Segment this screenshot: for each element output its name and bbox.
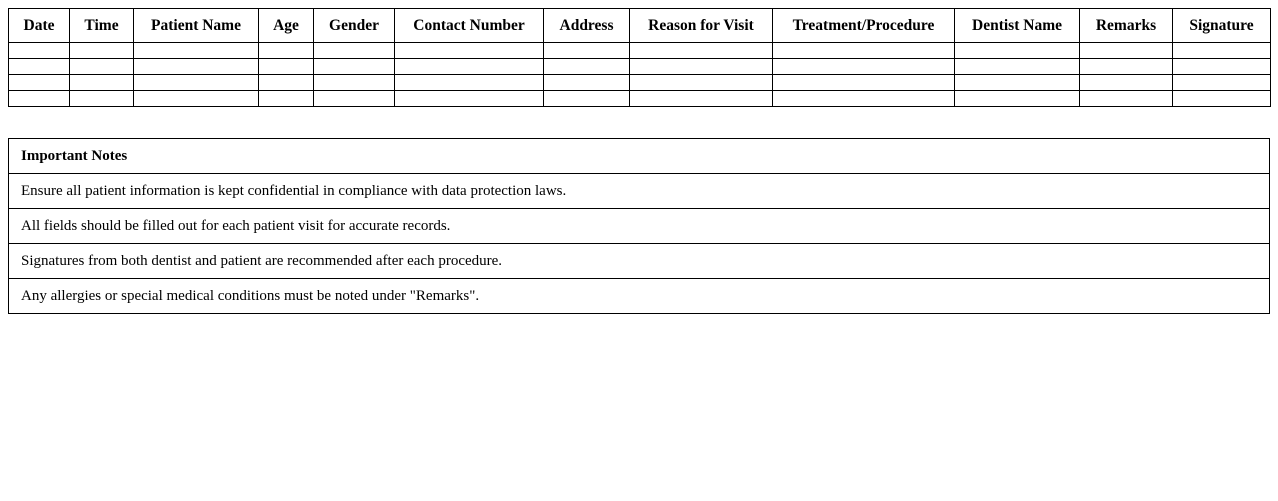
table-cell[interactable] (1080, 43, 1173, 59)
table-cell[interactable] (9, 43, 70, 59)
important-notes-table (8, 138, 1270, 314)
column-header-dentist-name: Dentist Name (955, 9, 1080, 43)
table-cell[interactable] (630, 43, 773, 59)
table-cell[interactable] (1080, 75, 1173, 91)
table-row (9, 75, 1271, 91)
table-cell[interactable] (314, 75, 395, 91)
table-cell[interactable] (70, 75, 134, 91)
note-row (9, 209, 1270, 244)
table-cell[interactable] (955, 59, 1080, 75)
table-cell[interactable] (955, 91, 1080, 107)
table-cell[interactable] (544, 91, 630, 107)
note-item: Signatures from both dentist and patient are recommended after each procedure. (9, 244, 1270, 279)
column-header-contact-number: Contact Number (395, 9, 544, 43)
table-cell[interactable] (773, 43, 955, 59)
table-cell[interactable] (9, 91, 70, 107)
table-cell[interactable] (773, 75, 955, 91)
table-cell[interactable] (9, 75, 70, 91)
note-row (9, 279, 1270, 314)
table-cell[interactable] (134, 91, 259, 107)
table-cell[interactable] (630, 75, 773, 91)
column-header-time: Time (70, 9, 134, 43)
table-cell[interactable] (544, 75, 630, 91)
table-cell[interactable] (544, 59, 630, 75)
note-row (9, 244, 1270, 279)
note-item: All fields should be filled out for each patient visit for accurate records. (9, 209, 1270, 244)
notes-heading-row (9, 139, 1270, 174)
column-header-gender: Gender (314, 9, 395, 43)
table-cell[interactable] (1173, 75, 1271, 91)
table-cell[interactable] (773, 59, 955, 75)
column-header-remarks: Remarks (1080, 9, 1173, 43)
table-cell[interactable] (773, 91, 955, 107)
table-cell[interactable] (259, 91, 314, 107)
table-cell[interactable] (395, 43, 544, 59)
table-cell[interactable] (630, 59, 773, 75)
table-cell[interactable] (70, 43, 134, 59)
table-cell[interactable] (70, 91, 134, 107)
column-header-signature: Signature (1173, 9, 1271, 43)
column-header-treatment-procedure: Treatment/Procedure (773, 9, 955, 43)
column-header-date: Date (9, 9, 70, 43)
note-item: Ensure all patient information is kept confidential in compliance with data protection laws. (9, 174, 1270, 209)
table-cell[interactable] (134, 59, 259, 75)
table-row (9, 91, 1271, 107)
table-cell[interactable] (544, 43, 630, 59)
table-cell[interactable] (259, 43, 314, 59)
note-item: Any allergies or special medical conditions must be noted under "Remarks". (9, 279, 1270, 314)
table-cell[interactable] (1173, 91, 1271, 107)
table-header-row (9, 9, 1271, 43)
table-cell[interactable] (314, 59, 395, 75)
table-cell[interactable] (9, 59, 70, 75)
note-row (9, 174, 1270, 209)
column-header-address: Address (544, 9, 630, 43)
table-cell[interactable] (955, 75, 1080, 91)
table-row (9, 43, 1271, 59)
table-cell[interactable] (314, 43, 395, 59)
table-cell[interactable] (955, 43, 1080, 59)
table-cell[interactable] (259, 75, 314, 91)
notes-heading: Important Notes (9, 139, 1270, 174)
table-cell[interactable] (134, 43, 259, 59)
table-cell[interactable] (395, 91, 544, 107)
table-cell[interactable] (395, 75, 544, 91)
column-header-reason-for-visit: Reason for Visit (630, 9, 773, 43)
patient-log-table (8, 8, 1271, 107)
table-cell[interactable] (1173, 59, 1271, 75)
table-row (9, 59, 1271, 75)
table-cell[interactable] (134, 75, 259, 91)
column-header-patient-name: Patient Name (134, 9, 259, 43)
table-cell[interactable] (1080, 59, 1173, 75)
table-cell[interactable] (1080, 91, 1173, 107)
table-cell[interactable] (314, 91, 395, 107)
table-cell[interactable] (259, 59, 314, 75)
page (8, 8, 1270, 314)
table-cell[interactable] (395, 59, 544, 75)
table-cell[interactable] (1173, 43, 1271, 59)
table-cell[interactable] (630, 91, 773, 107)
column-header-age: Age (259, 9, 314, 43)
table-cell[interactable] (70, 59, 134, 75)
